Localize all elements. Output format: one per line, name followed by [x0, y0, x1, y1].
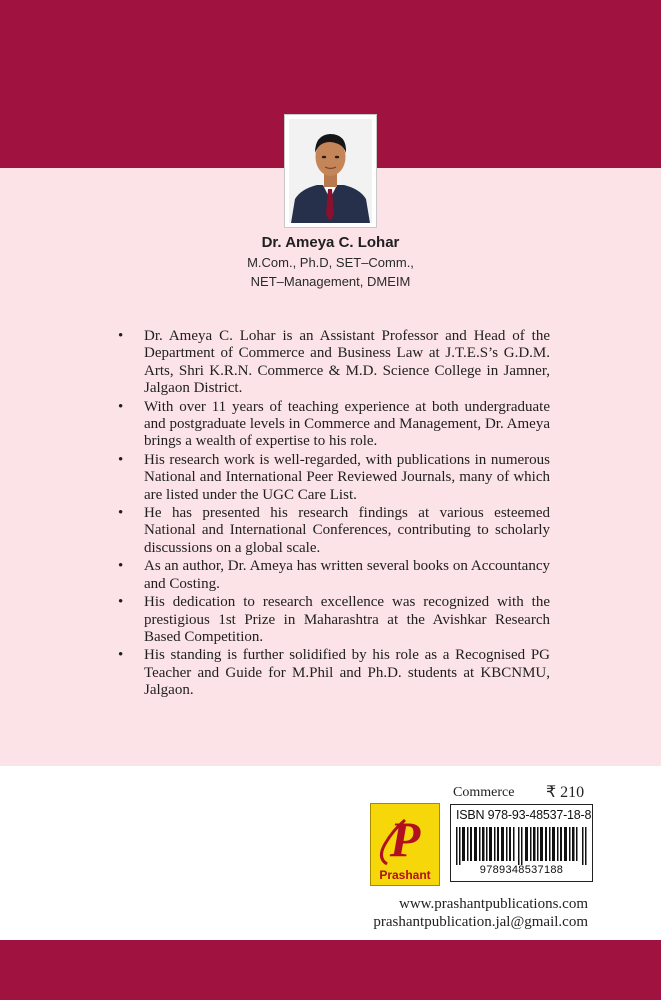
bio-point-text: His research work is well-regarded, with publications in numerous National and International Peer Reviewed Journals, many of which are listed under the UGC Care List.: [144, 451, 550, 503]
bullet-icon: •: [118, 558, 124, 575]
bio-point: [118, 328, 550, 398]
barcode-icon: [456, 827, 587, 865]
author-bio-list: [118, 328, 550, 701]
bio-point: [118, 399, 550, 451]
publisher-logo-name: Prashant: [379, 868, 431, 882]
bio-point-text: His dedication to research excellence was recognized with the prestigious 1st Prize in Maharashtra at the Avishkar Research Based Competition.: [144, 594, 550, 645]
author-credentials-line-1: M.Com., Ph.D, SET–Comm.,: [247, 255, 414, 270]
bio-point: [118, 558, 550, 593]
book-subject: Commerce: [453, 785, 515, 800]
author-photo-frame: [284, 114, 377, 228]
bio-point-text: As an author, Dr. Ameya has written several books on Accountancy and Costing.: [144, 558, 550, 592]
bio-point: [118, 594, 550, 646]
bio-point: [118, 505, 550, 557]
bio-point-text: With over 11 years of teaching experience at both undergraduate and postgraduate levels in Commerce and Management, Dr. Ameya brings a wealth of expertise to his role.: [144, 398, 550, 450]
barcode-number: 9789348537188: [479, 864, 564, 876]
publisher-email: prashantpublication.jal@gmail.com: [373, 914, 588, 930]
bullet-icon: •: [118, 328, 124, 344]
bio-point-text: He has presented his research findings at various esteemed National and International Conferences, contributing to scholarly discussions on a global scale.: [144, 505, 550, 556]
bullet-icon: •: [118, 398, 124, 415]
publisher-logo-letter: P: [389, 811, 421, 867]
publisher-website: www.prashantpublications.com: [399, 896, 588, 912]
bio-point-text: Dr. Ameya C. Lohar is an Assistant Professor and Head of the Department of Commerce and Business Law at J.T.E.S’s G.D.M. Arts, Shri K.R.N. Commerce & M.D. Science College in Jamner, Jalgaon District.: [144, 328, 550, 397]
bullet-icon: •: [118, 647, 124, 664]
bullet-icon: •: [118, 451, 124, 468]
publisher-logo: [370, 803, 440, 886]
bottom-color-band: [0, 940, 661, 1000]
publisher-logo-p-icon: [371, 806, 439, 868]
bio-point: [118, 452, 550, 504]
bio-point-text: His standing is further solidified by his role as a Recognised PG Teacher and Guide for M.Phil and Ph.D. students at KBCNMU, Jalgaon.: [144, 647, 550, 699]
author-photo: [289, 119, 372, 223]
author-portrait-image: [289, 119, 372, 223]
book-price: ₹ 210: [546, 784, 585, 801]
bullet-icon: •: [118, 505, 124, 522]
isbn-number: ISBN 978-93-48537-18-8: [456, 808, 592, 822]
bio-point: [118, 647, 550, 699]
bullet-icon: •: [118, 594, 124, 611]
author-name: Dr. Ameya C. Lohar: [261, 234, 400, 251]
author-credentials-line-2: NET–Management, DMEIM: [250, 274, 411, 289]
